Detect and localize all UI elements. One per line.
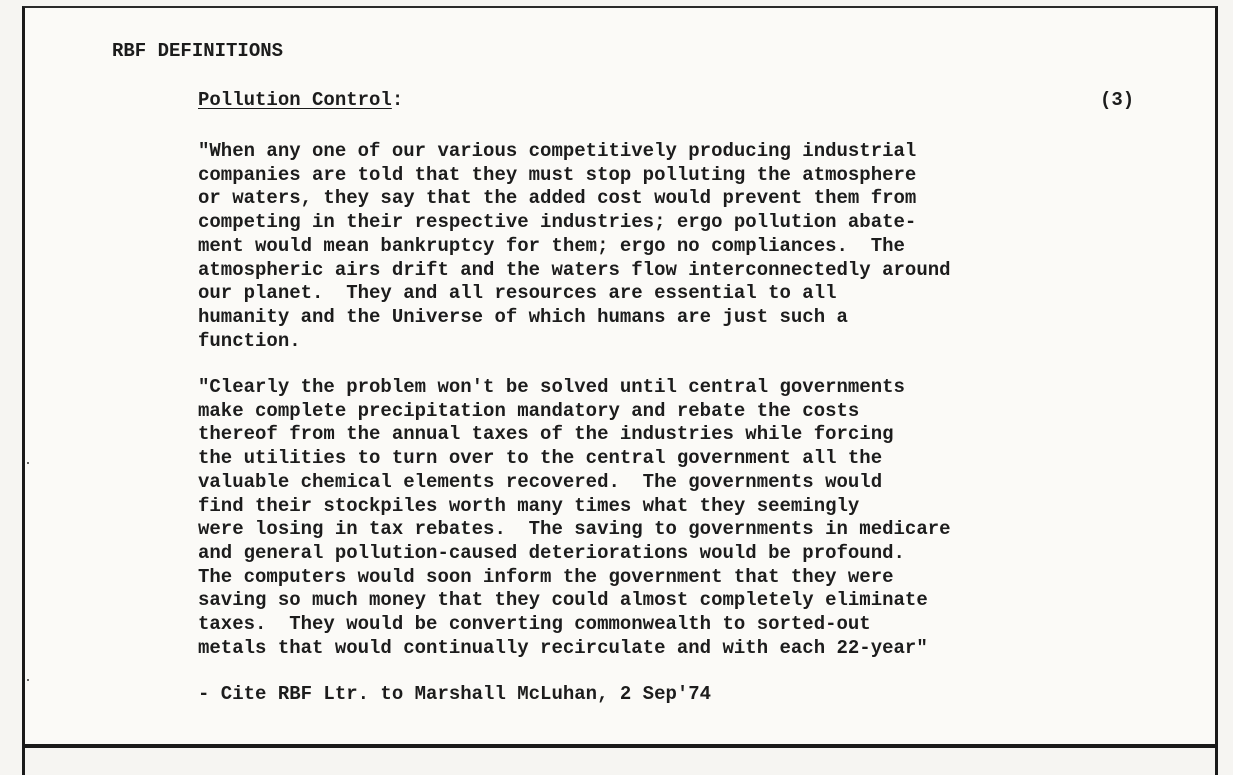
document-header: RBF DEFINITIONS: [112, 40, 284, 62]
paper-speck: [27, 462, 29, 464]
quote-paragraph-1: "When any one of our various competitively producing industrial companies are told that they must stop polluting the atmosphere or waters, they say that the added cost would prevent them from competing in their respective industries; ergo pollution abate- ment would mean bankruptcy for them; ergo no compliances. The atmospheric airs drift and the waters flow interconnectedly around our planet. They and all resources are essential to all humanity and the Universe of which humans are just such a function.: [198, 140, 951, 352]
entry-title: [198, 89, 403, 111]
paper-speck: [27, 679, 29, 681]
entry-number: (3): [1100, 89, 1135, 111]
entry-title-text: Pollution Control: [198, 89, 392, 111]
quote-paragraph-2: "Clearly the problem won't be solved until central governments make complete precipitation mandatory and rebate the costs thereof from the annual taxes of the industries while forcing the utilities to turn over to the central government all the valuable chemical elements recovered. The governments would find their stockpiles worth many times what they seemingly were losing in tax rebates. The saving to governments in medicare and general pollution-caused deteriorations would be profound. The computers would soon inform the government that they were saving so much money that they could almost completely eliminate taxes. They would be converting commonwealth to sorted-out metals that would continually recirculate and with each 22-year": [198, 376, 951, 659]
entry-title-colon: :: [391, 89, 404, 111]
next-card-edge: [22, 748, 1218, 775]
citation: - Cite RBF Ltr. to Marshall McLuhan, 2 Sep'74: [198, 683, 712, 705]
